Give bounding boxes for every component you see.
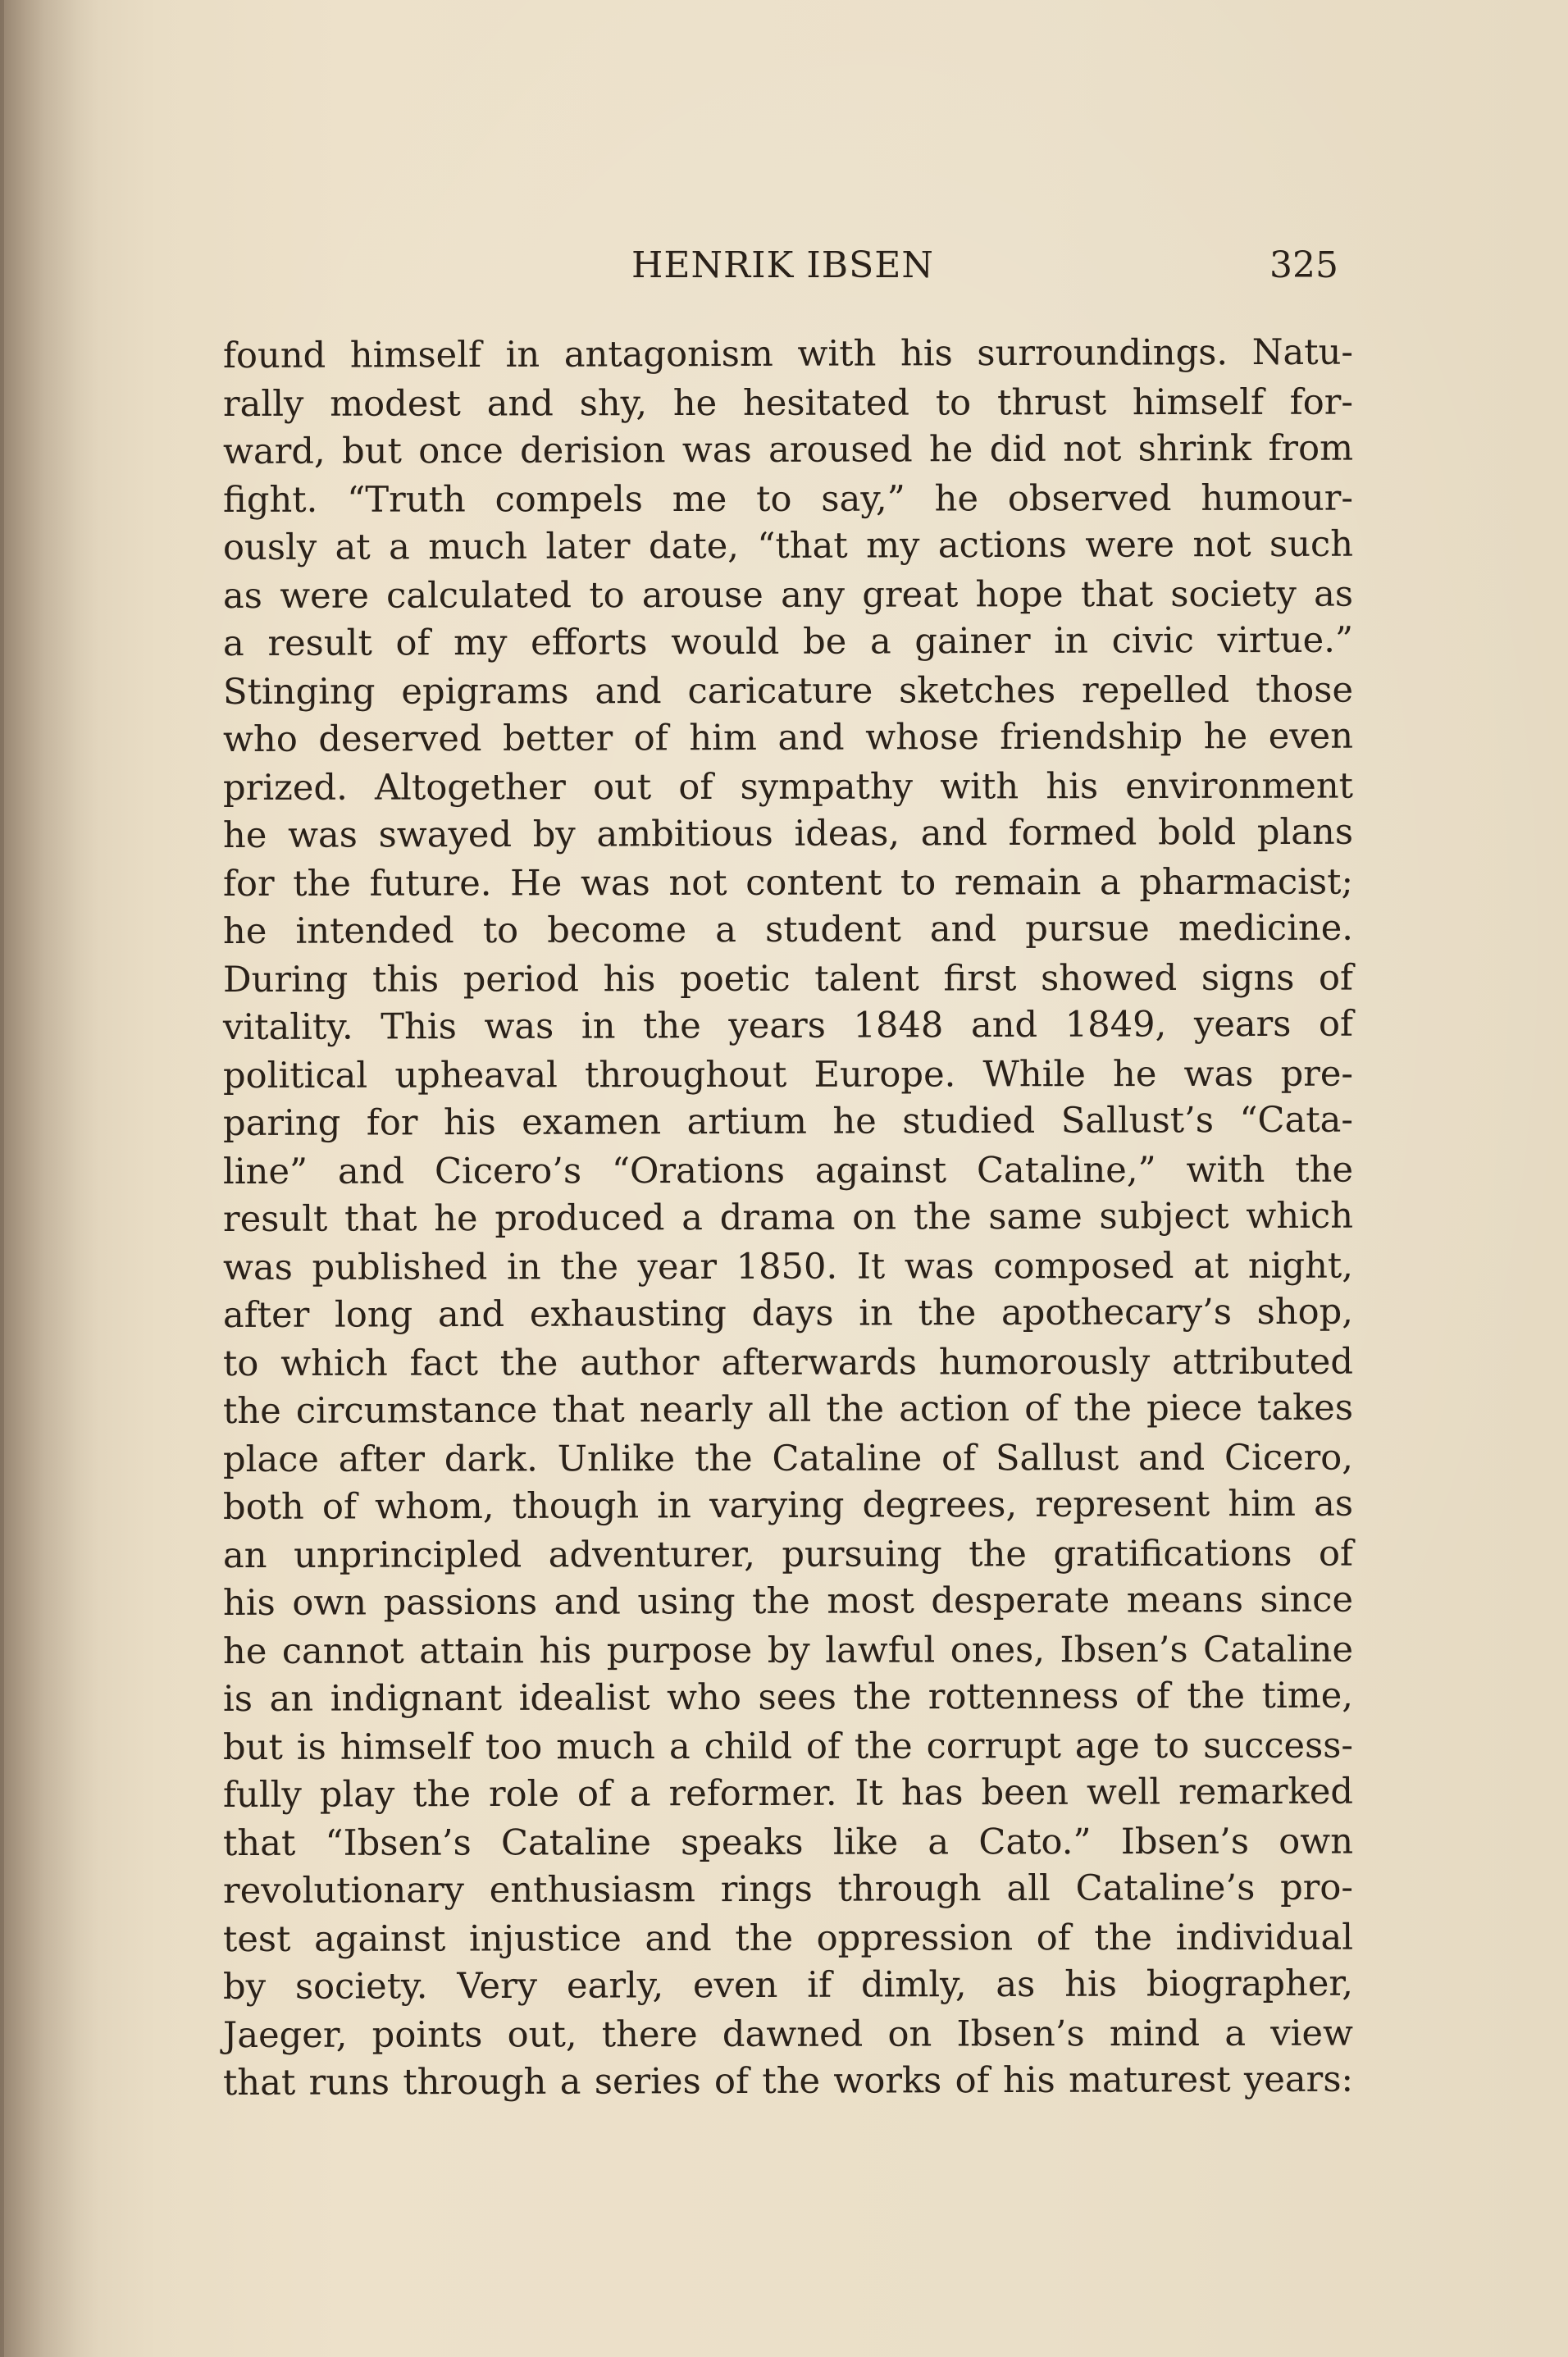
text-line: both of whom, though in varying degrees, represent him as <box>222 1483 1354 1528</box>
text-line: vitality. This was in the years 1848 and 1849, years of <box>222 1003 1354 1048</box>
text-line: Jaeger, points out, there dawned on Ibsen’s mind a view <box>222 2013 1354 2056</box>
text-line: the circumstance that nearly all the action of the piece takes <box>222 1387 1354 1432</box>
text-line: his own passions and using the most desperate means since <box>222 1579 1354 1624</box>
text-line: he was swayed by ambitious ideas, and formed bold plans <box>222 811 1354 856</box>
text-line: result that he produced a drama on the same subject which <box>222 1195 1354 1240</box>
text-line: that runs through a series of the works of his maturest years: <box>222 2058 1354 2104</box>
text-line: he cannot attain his purpose by lawful ones, Ibsen’s Cataline <box>222 1629 1354 1672</box>
text-line: a result of my efforts would be a gainer in civic virtue.” <box>222 619 1354 664</box>
text-line: line” and Cicero’s “Orations against Cataline,” with the <box>222 1149 1354 1192</box>
text-line: rally modest and shy, he hesitated to thrust himself for- <box>222 381 1354 425</box>
text-line: as were calculated to arouse any great hope that society as <box>222 573 1354 617</box>
text-line: to which fact the author afterwards humorously attributed <box>222 1341 1354 1384</box>
text-line: who deserved better of him and whose friendship he even <box>222 715 1354 760</box>
body-text <box>223 332 1353 2108</box>
text-line: fight. “Truth compels me to say,” he observed humour- <box>222 477 1354 521</box>
text-line: is an indignant idealist who sees the rottenness of the time, <box>222 1675 1354 1720</box>
text-line: test against injustice and the oppression of the individual <box>222 1917 1354 1960</box>
text-line: prized. Altogether out of sympathy with his environment <box>222 765 1354 809</box>
text-line: that “Ibsen’s Cataline speaks like a Cato.” Ibsen’s own <box>222 1821 1354 1864</box>
text-line: During this period his poetic talent first showed signs of <box>222 957 1354 1001</box>
text-line: was published in the year 1850. It was composed at night, <box>222 1245 1354 1288</box>
text-line: he intended to become a student and pursue medicine. <box>222 907 1354 952</box>
text-line: revolutionary enthusiasm rings through all Cataline’s pro- <box>222 1867 1354 1912</box>
page-number: 325 <box>1269 244 1338 286</box>
text-line: after long and exhausting days in the apothecary’s shop, <box>222 1291 1354 1336</box>
text-line: found himself in antagonism with his surroundings. Natu- <box>222 331 1354 376</box>
text-line: ward, but once derision was aroused he did not shrink from <box>222 427 1354 472</box>
text-line: but is himself too much a child of the corrupt age to success- <box>222 1725 1354 1768</box>
text-line: ously at a much later date, “that my actions were not such <box>222 523 1354 568</box>
text-line: an unprincipled adventurer, pursuing the gratifications of <box>222 1533 1354 1576</box>
running-header <box>221 244 1338 294</box>
text-line: paring for his examen artium he studied Sallust’s “Cata- <box>222 1099 1354 1144</box>
text-line: for the future. He was not content to remain a pharmacist; <box>222 861 1354 905</box>
text-line: by society. Very early, even if dimly, as his biographer, <box>222 1963 1354 2008</box>
text-line: political upheaval throughout Europe. While he was pre- <box>222 1053 1354 1096</box>
running-title: HENRIK IBSEN <box>631 244 934 286</box>
gutter-shadow <box>0 0 98 2357</box>
text-line: fully play the role of a reformer. It has been well remarked <box>222 1771 1354 1816</box>
page-edge <box>0 0 4 2357</box>
text-line: place after dark. Unlike the Cataline of Sallust and Cicero, <box>222 1437 1354 1480</box>
text-line: Stinging epigrams and caricature sketches repelled those <box>222 669 1354 713</box>
